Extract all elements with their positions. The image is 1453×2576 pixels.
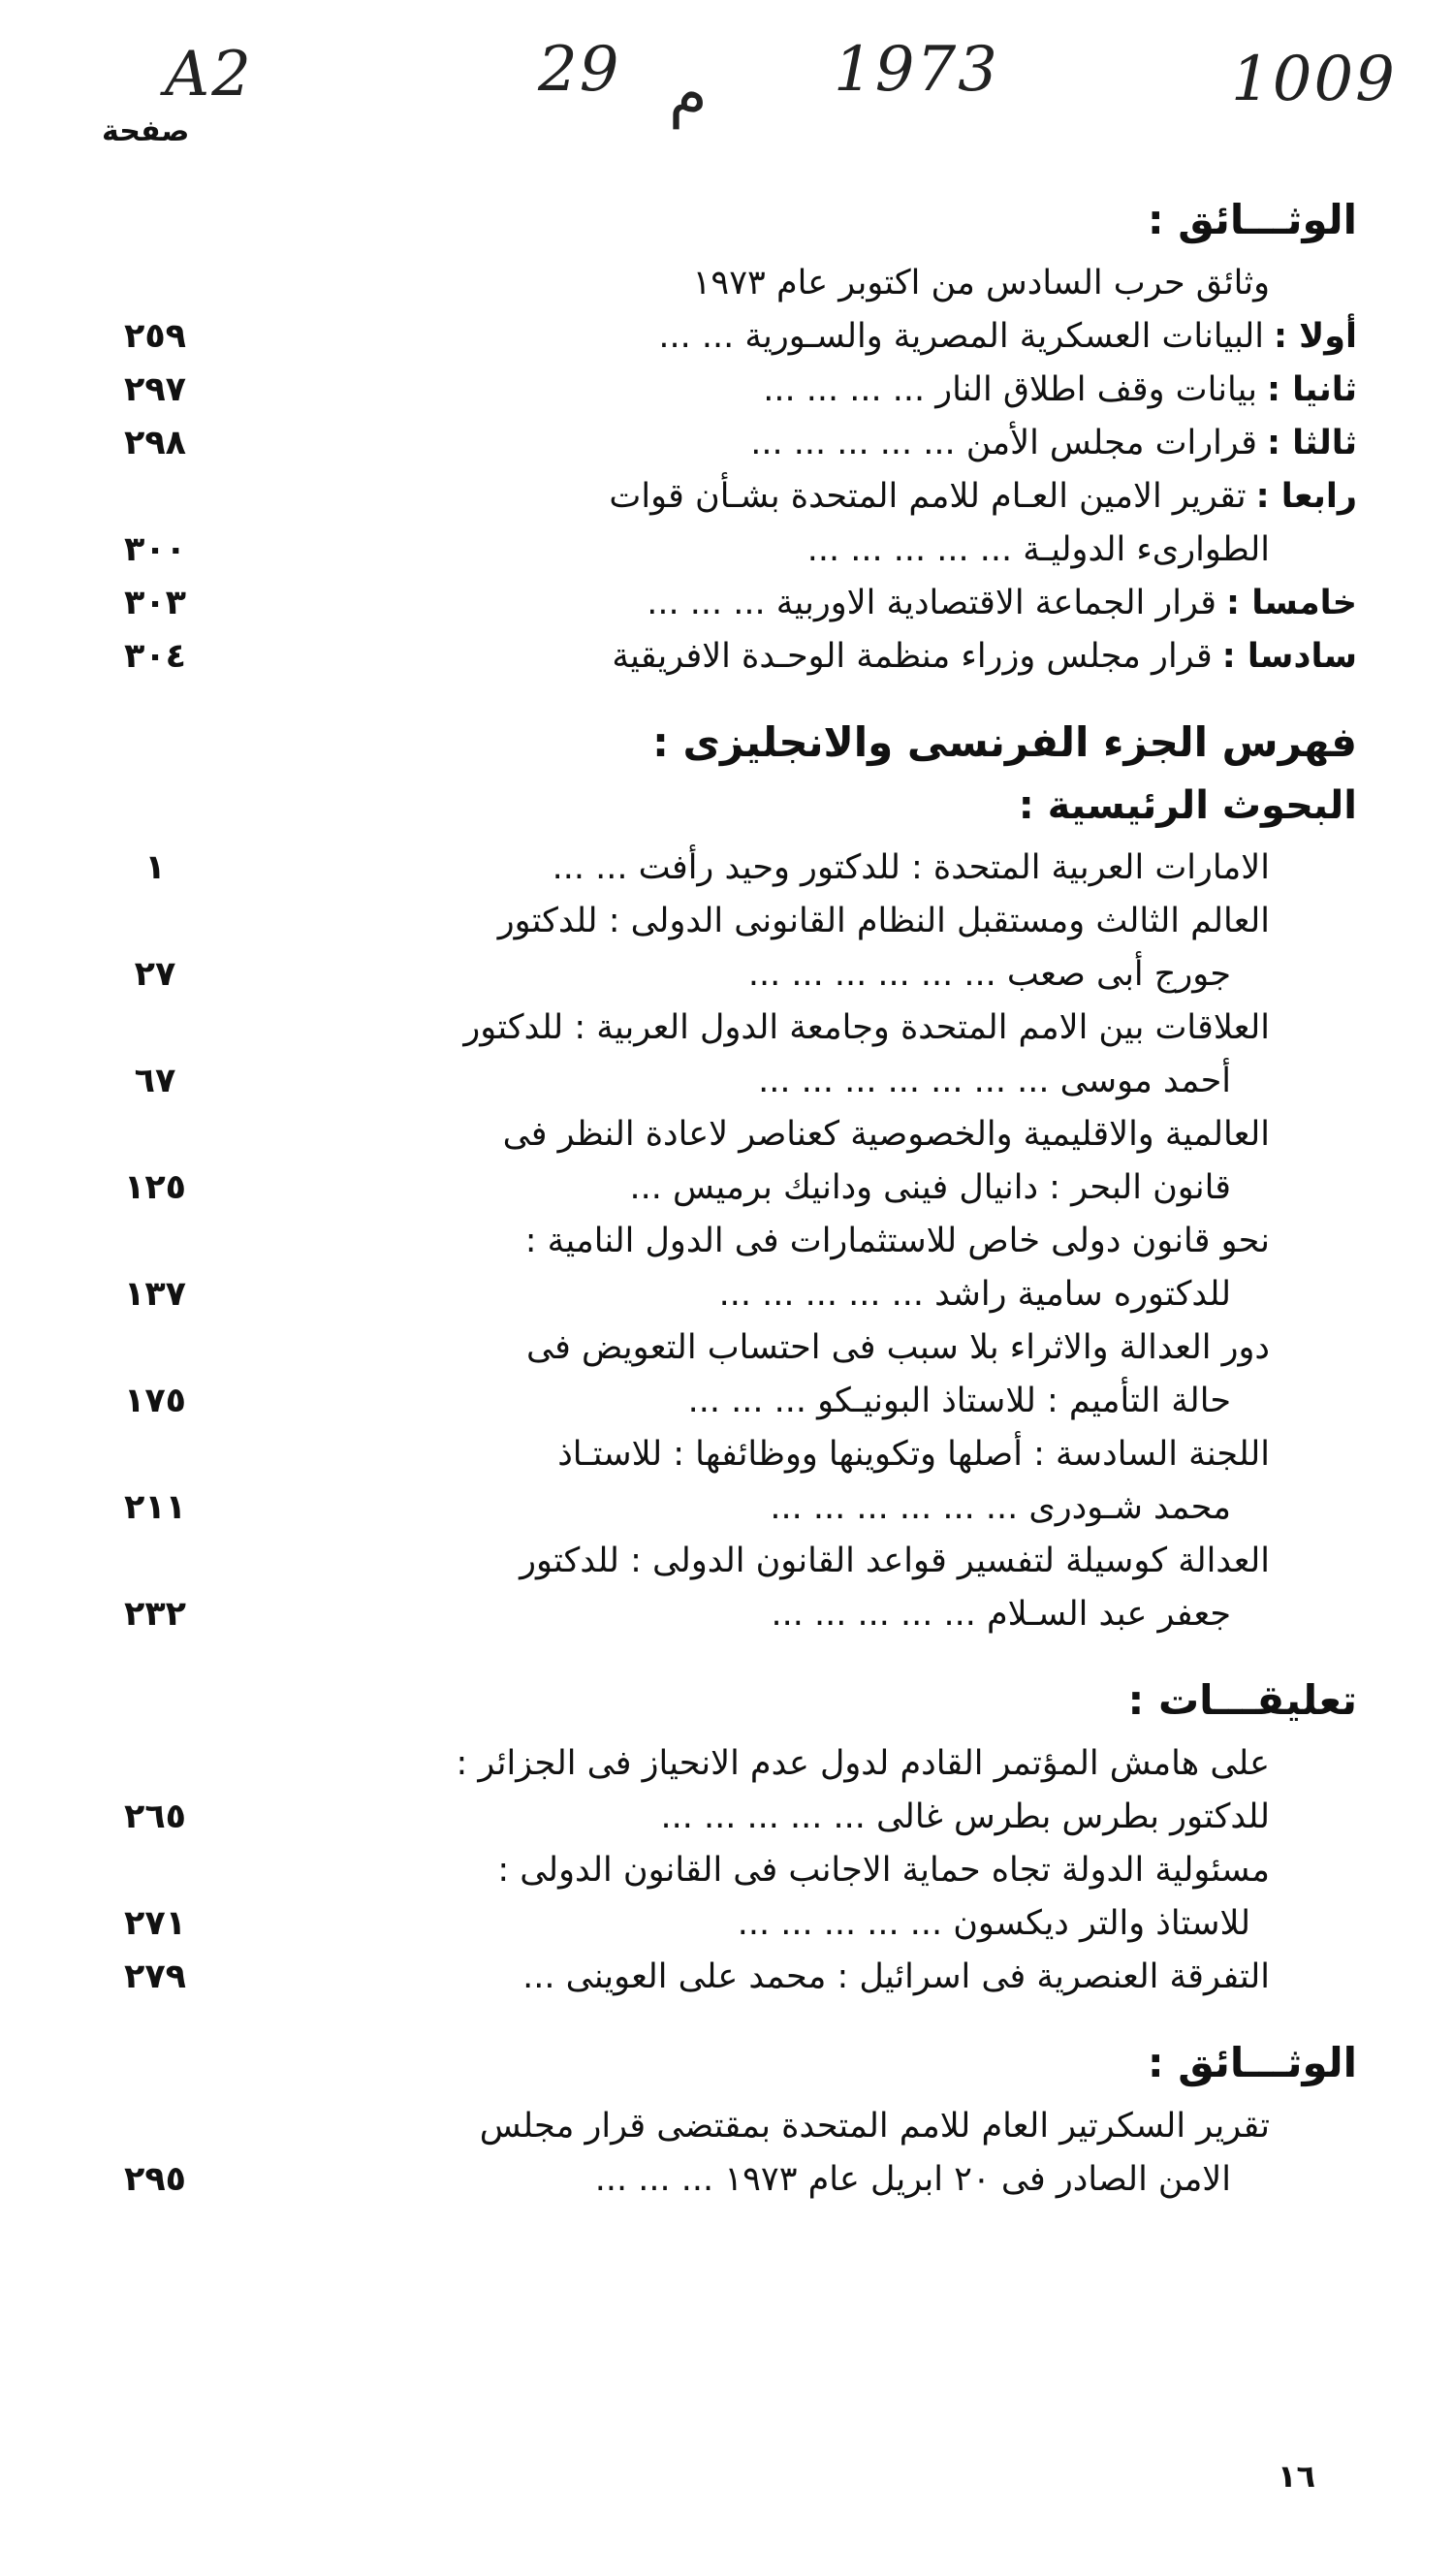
entry-text-continued: قانون البحر : دانيال فينى ودانيك برميس ... (629, 1168, 1231, 1207)
page-number: ٢١١ (123, 1488, 187, 1527)
page-column-label: صفحة (102, 114, 190, 148)
entry-text-continued: الامن الصادر فى ٢٠ ابريل عام ١٩٧٣ ... ... ... (594, 2160, 1231, 2199)
toc-entry (97, 417, 1357, 470)
page-number: ٢٧٩ (123, 1957, 187, 1996)
entry-text: تقرير السكرتير العام للامم المتحدة بمقتضى قرار مجلس (479, 2107, 1270, 2146)
toc-entry (97, 1428, 1357, 1535)
entry-text: التفرقة العنصرية فى اسرائيل : محمد على العوينى ... (522, 1957, 1270, 1996)
page-number: ٣٠٣ (123, 584, 187, 622)
entry-text: دور العدالة والاثراء بلا سبب فى احتساب التعويض فى (526, 1328, 1270, 1367)
entry-text: العالمية والاقليمية والخصوصية كعناصر لاعادة النظر فى (502, 1115, 1270, 1154)
page-number: ٢٧١ (123, 1904, 187, 1943)
handwritten-year: 1973 (834, 34, 999, 106)
toc-entry (97, 1737, 1357, 1844)
toc-entry (97, 1535, 1357, 1641)
page-number: ٢٦٥ (123, 1797, 187, 1836)
toc-entry (97, 1321, 1357, 1428)
entry-text-continued: أحمد موسى ... ... ... ... ... ... ... (758, 1062, 1231, 1100)
toc-entry (97, 310, 1357, 364)
documents-intro: وثائق حرب السادس من اكتوبر عام ١٩٧٣ (692, 264, 1270, 302)
page-number: ٢٣٢ (123, 1595, 187, 1634)
entry-text: نحو قانون دولى خاص للاستثمارات فى الدول النامية : (524, 1222, 1270, 1260)
section-title-documents-2: الوثـــائق : (1147, 2039, 1357, 2086)
entry-text: العلاقات بين الامم المتحدة وجامعة الدول العربية : للدكتور (463, 1008, 1270, 1047)
entry-text-continued: للاستاذ والتر ديكسون ... ... ... ... ... (737, 1904, 1250, 1943)
toc-entry (97, 895, 1357, 1002)
entry-text: خامسا :قرار الجماعة الاقتصادية الاوربية ... ... ... (647, 584, 1357, 622)
footer-page-number: ١٦ (1278, 2458, 1316, 2495)
page-number: ٣٠٤ (123, 637, 187, 676)
entry-text: مسئولية الدولة تجاه حماية الاجانب فى القانون الدولى : (497, 1851, 1270, 1890)
entry-text: على هامش المؤتمر القادم لدول عدم الانحياز فى الجزائر : (456, 1744, 1270, 1783)
page-number: ٣٠٠ (123, 530, 187, 569)
entry-text-continued: الطوارىء الدوليـة ... ... ... ... ... (806, 530, 1270, 569)
entry-text: ثالثا :قرارات مجلس الأمن ... ... ... ... ... (750, 424, 1357, 462)
page-number: ١٧٥ (123, 1382, 187, 1420)
page-number: ٢٩٧ (123, 370, 187, 409)
toc-entry (97, 1951, 1357, 2004)
page-number: ١٢٥ (123, 1168, 187, 1207)
index-title: فهرس الجزء الفرنسى والانجليزى : (652, 718, 1357, 766)
page-number: ٦٧ (134, 1062, 176, 1100)
entry-text: اللجنة السادسة : أصلها وتكوينها ووظائفها : للاستـاذ (557, 1435, 1270, 1474)
entry-text-continued: جعفر عبد السـلام ... ... ... ... ... (771, 1595, 1231, 1634)
handwritten-letter: م (669, 58, 708, 130)
page-number: ٢٩٨ (123, 424, 187, 462)
toc-entry (97, 1215, 1357, 1321)
toc-entry (97, 1844, 1357, 1951)
toc-entry (97, 1002, 1357, 1108)
handwritten-code: A2 (165, 39, 253, 111)
toc-entry (97, 842, 1357, 895)
entry-text: أولا :البيانات العسكرية المصرية والسـورية ... ... (658, 317, 1357, 356)
section-title-comments: تعليقـــات : (1127, 1676, 1357, 1724)
entry-text: الامارات العربية المتحدة : للدكتور وحيد رأفت ... ... (552, 848, 1270, 887)
page-number: ١ (144, 848, 166, 887)
entry-text: سادسا :قرار مجلس وزراء منظمة الوحـدة الافريقية (612, 637, 1357, 676)
entry-text-continued: للدكتوره سامية راشد ... ... ... ... ... (718, 1275, 1231, 1314)
entry-text: العالم الثالث ومستقبل النظام القانونى الدولى : للدكتور (497, 902, 1270, 940)
page-number: ١٣٧ (123, 1275, 187, 1314)
toc-entry (97, 470, 1357, 577)
entry-text: العدالة كوسيلة لتفسير قواعد القانون الدولى : للدكتور (520, 1542, 1270, 1580)
handwritten-pages: 1009 (1231, 44, 1397, 115)
section-title-research: البحوث الرئيسية : (1018, 783, 1357, 828)
toc-entry (97, 577, 1357, 630)
entry-text: رابعا :تقرير الامين العـام للامم المتحدة بشـأن قوات (609, 477, 1357, 516)
page-number: ٢٧ (134, 955, 176, 994)
page-number: ٢٥٩ (123, 317, 187, 356)
entry-text-continued: جورج أبى صعب ... ... ... ... ... ... (747, 955, 1231, 994)
page-number: ٢٩٥ (123, 2160, 187, 2199)
entry-text: ثانيا :بيانات وقف اطلاق النار ... ... ... ... (763, 370, 1357, 409)
toc-entry (97, 364, 1357, 417)
table-of-contents (97, 175, 1357, 2207)
entry-text-continued: محمد شـودرى ... ... ... ... ... ... (770, 1488, 1231, 1527)
section-title-documents: الوثـــائق : (1147, 196, 1357, 243)
toc-entry (97, 1108, 1357, 1215)
toc-entry (97, 2100, 1357, 2207)
entry-text-continued: للدكتور بطرس بطرس غالى ... ... ... ... ... (660, 1797, 1270, 1836)
entry-text-continued: حالة التأميم : للاستاذ البونيـكو ... ... ... (687, 1382, 1231, 1420)
handwritten-issue: 29 (538, 34, 621, 106)
toc-entry (97, 630, 1357, 684)
